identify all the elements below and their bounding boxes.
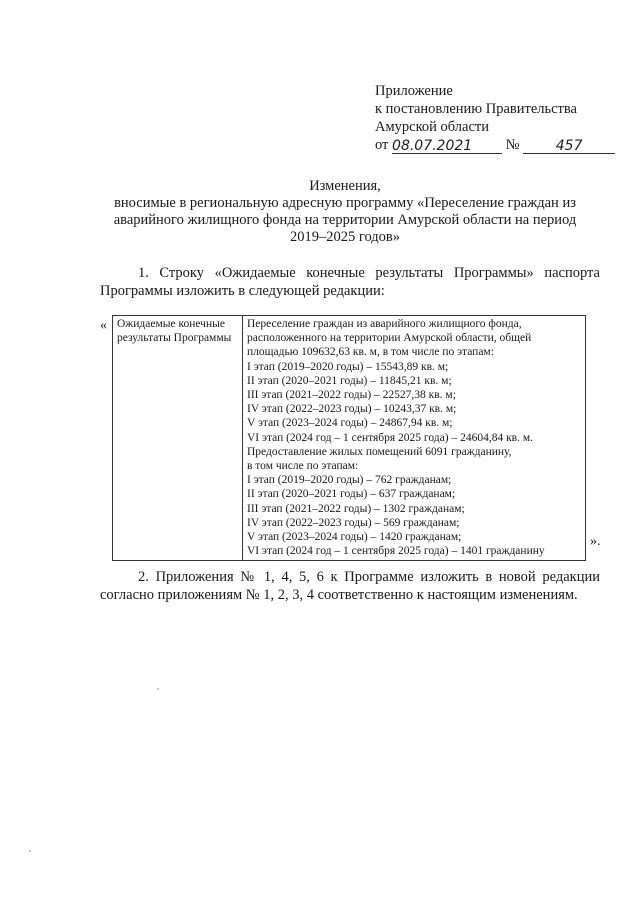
table-row: [113, 316, 586, 561]
number-label: №: [505, 137, 520, 153]
content-line: I этап (2019–2020 годы) – 15543,89 кв. м;: [247, 360, 449, 373]
content-line: III этап (2021–2022 годы) – 22527,38 кв. м;: [247, 389, 456, 402]
title-line-2: вносимые в региональную адресную программу «Переселение граждан из: [114, 195, 576, 211]
approval-line-1: Приложение: [375, 83, 453, 99]
content-line: расположенного на территории Амурской области, общей: [247, 332, 532, 345]
quote-open: «: [100, 318, 107, 333]
handwritten-number: 457: [555, 138, 583, 154]
content-line: Предоставление жилых помещений 6091 гражданину,: [247, 445, 512, 458]
content-line: II этап (2020–2021 годы) – 637 гражданам;: [247, 488, 456, 501]
results-table: [112, 315, 586, 561]
content-line: VI этап (2024 год – 1 сентября 2025 года) – 24604,84 кв. м.: [247, 431, 533, 444]
scan-speck: [157, 688, 159, 690]
content-line: V этап (2023–2024 годы) – 24867,94 кв. м;: [247, 417, 453, 430]
content-line: I этап (2019–2020 годы) – 762 гражданам;: [247, 474, 452, 487]
table-label-cell: Ожидаемые конечные результаты Программы: [113, 316, 243, 561]
title-line-4: 2019–2025 годов»: [289, 229, 401, 245]
quote-close: ».: [590, 534, 601, 549]
approval-block: [375, 82, 615, 154]
title-line-3: аварийного жилищного фонда на территории Амурской области на период: [113, 212, 577, 228]
document-title: [95, 178, 595, 246]
date-underline: [392, 137, 502, 154]
content-line: II этап (2020–2021 годы) – 11845,21 кв. м;: [247, 374, 452, 387]
approval-date-number-line: [375, 136, 615, 154]
title-line-1: Изменения,: [309, 178, 381, 194]
content-line: VI этап (2024 год – 1 сентября 2025 года) – 1401 гражданину: [247, 545, 545, 558]
content-line: III этап (2021–2022 годы) – 1302 гражданам;: [247, 502, 465, 515]
table-content-cell: [243, 316, 586, 561]
content-line: площадью 109632,63 кв. м, в том числе по этапам:: [247, 346, 494, 359]
paragraph-1: 1. Строку «Ожидаемые конечные результаты Программы» паспорта Программы изложить в следующей редакции:: [100, 265, 600, 299]
approval-line-3: Амурской области: [375, 119, 489, 135]
approval-line-2: к постановлению Правительства: [375, 101, 577, 117]
paragraph-2: 2. Приложения № 1, 4, 5, 6 к Программе изложить в новой редакции согласно приложениям № 1, 2, 3, 4 соответственно к настоящим изменениям.: [100, 569, 600, 603]
content-line: V этап (2023–2024 годы) – 1420 гражданам;: [247, 531, 462, 544]
handwritten-date: 08.07.2021: [392, 138, 473, 154]
content-line: Переселение граждан из аварийного жилищного фонда,: [247, 318, 522, 330]
content-line: в том числе по этапам:: [247, 460, 359, 473]
scan-speck: [29, 850, 31, 852]
content-line: IV этап (2022–2023 годы) – 10243,37 кв. м;: [247, 403, 457, 416]
from-label: от: [375, 137, 389, 153]
number-underline: [523, 137, 615, 154]
content-line: IV этап (2022–2023 годы) – 569 гражданам;: [247, 516, 460, 529]
